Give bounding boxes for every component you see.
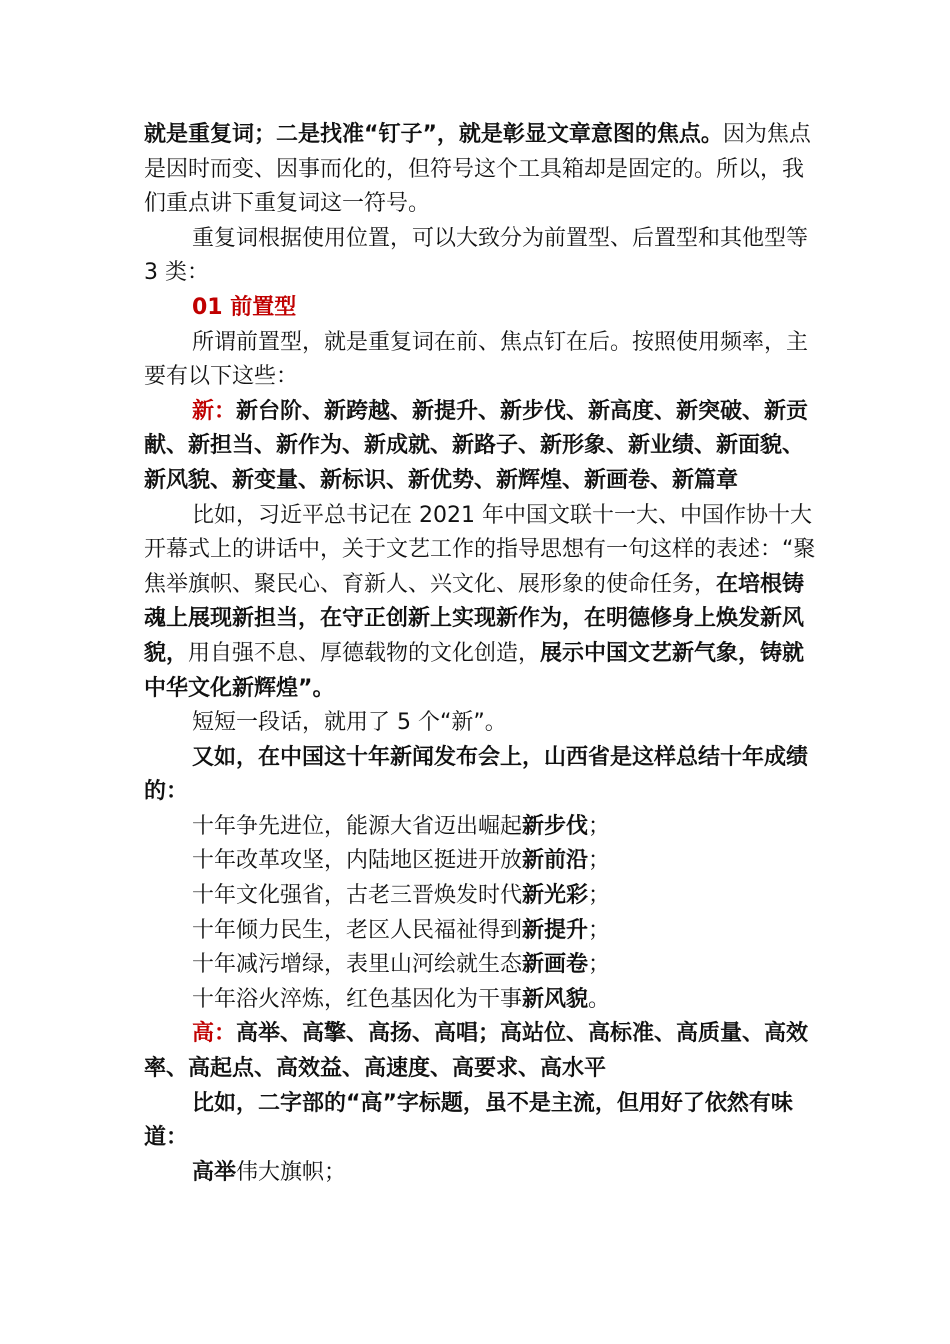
intro-bold-text: 就是重复词；二是找准“钉子”，就是彰显文章意图的焦点。 — [144, 122, 723, 147]
new-label: 新： — [192, 398, 237, 424]
paragraph-example-2: 又如，在中国这十年新闻发布会上，山西省是这样总结十年成绩的： — [144, 744, 809, 805]
paragraph-new-words — [144, 395, 824, 499]
line-bold: 新步伐 — [522, 813, 589, 839]
example-3-bold: 高举 — [192, 1159, 237, 1185]
high-label: 高： — [192, 1021, 237, 1047]
list-item — [144, 948, 824, 983]
line-bold: 新画卷 — [522, 952, 589, 978]
line-bold: 新前沿 — [522, 848, 589, 874]
line-end: ； — [588, 952, 611, 978]
paragraph-high-words — [144, 1017, 824, 1086]
document-page — [144, 118, 824, 1190]
line-text: 十年文化强省，古老三晋焕发时代 — [192, 883, 523, 909]
line-end: ； — [588, 813, 611, 839]
paragraph-example-3-line — [144, 1156, 824, 1191]
line-bold: 新光彩 — [522, 883, 589, 909]
line-end: ； — [588, 848, 611, 874]
paragraph-example-3: 比如，二字部的“高”字标题，虽不是主流，但用好了依然有味道： — [144, 1090, 793, 1151]
list-item — [144, 810, 824, 845]
section-heading-01: 01 前置型 — [192, 294, 297, 320]
line-text: 十年减污增绿，表里山河绘就生态 — [192, 952, 523, 978]
list-item — [144, 879, 824, 914]
example-3-text: 伟大旗帜； — [236, 1159, 347, 1185]
intro-text: 因为焦点是因时而变、因事而化的，但符号这个工具箱却是固定的。所以，我们重点讲下重复词这一符号。 — [144, 122, 811, 217]
list-item — [144, 914, 824, 949]
paragraph-categories: 重复词根据使用位置，可以大致分为前置型、后置型和其他型等 3 类： — [144, 225, 809, 286]
high-words-list: 高举、高擎、高扬、高唱；高站位、高标准、高质量、高效率、高起点、高效益、高速度、高要求、高水平 — [144, 1021, 809, 1082]
paragraph-definition: 所谓前置型，就是重复词在前、焦点钉在后。按照使用频率，主要有以下这些： — [144, 329, 809, 390]
line-end: ； — [588, 917, 611, 943]
paragraph-intro — [144, 118, 824, 222]
example-1-bold-b: 在培根铸魂上展现新担当，在守正创新上实现新作为，在明德修身上焕发新风貌， — [144, 571, 805, 666]
line-end: 。 — [588, 986, 611, 1012]
line-text: 十年浴火淬炼，红色基因化为干事 — [192, 986, 523, 1012]
line-text: 十年争先进位，能源大省迈出崛起 — [192, 813, 523, 839]
example-1-text-a: 比如，习近平总书记在 2021 年中国文联十一大、中国作协十大开幕式上的讲话中，关于文艺工作的指导思想有一句这样的表述：“聚焦举旗帜、聚民心、育新人、兴文化、展形象的使命任务， — [144, 502, 816, 597]
line-text: 十年倾力民生，老区人民福祉得到 — [192, 917, 523, 943]
paragraph-example-1 — [144, 499, 824, 707]
new-words-list: 新台阶、新跨越、新提升、新步伐、新高度、新突破、新贡献、新担当、新作为、新成就、新路子、新形象、新业绩、新面貌、新风貌、新变量、新标识、新优势、新辉煌、新画卷、新篇章 — [144, 398, 809, 493]
line-bold: 新提升 — [522, 917, 589, 943]
example-1-bold-d: 展示中国文艺新气象，铸就中华文化新辉煌”。 — [144, 640, 805, 701]
example-1-text-c: 用自强不息、厚德载物的文化创造， — [188, 640, 541, 666]
line-bold: 新风貌 — [522, 986, 589, 1012]
list-item — [144, 983, 824, 1018]
line-text: 十年改革攻坚，内陆地区挺进开放 — [192, 848, 523, 874]
list-item — [144, 844, 824, 879]
paragraph-summary: 短短一段话，就用了 5 个“新”。 — [192, 710, 507, 736]
line-end: ； — [588, 883, 611, 909]
